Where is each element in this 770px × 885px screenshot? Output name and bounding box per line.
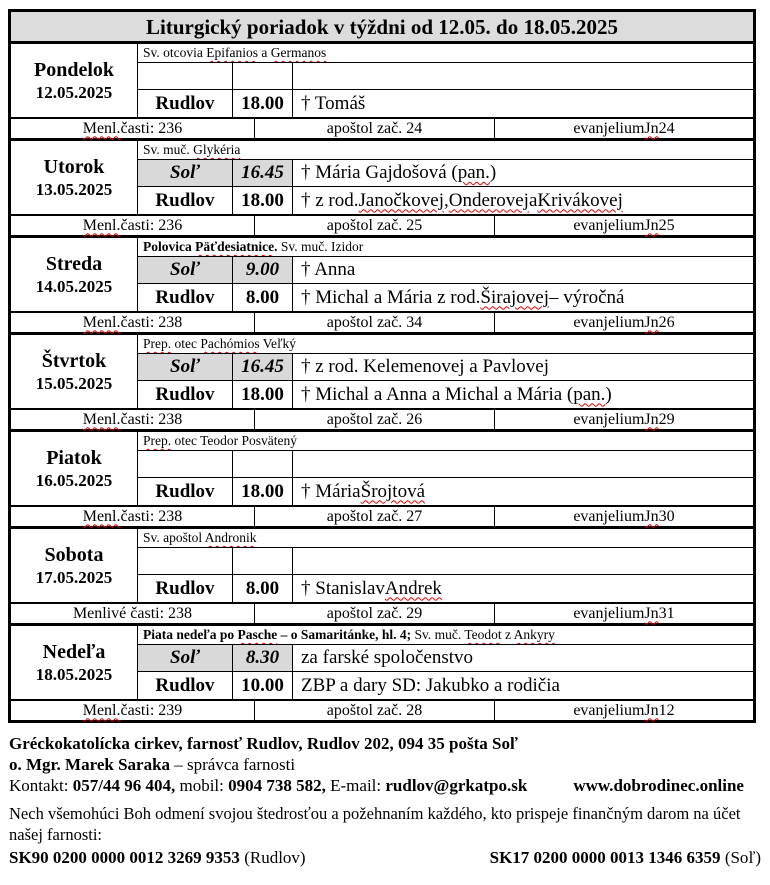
text-segment: † z rod. Kelemenovej a Pavlovej <box>301 356 549 377</box>
intention-cell <box>293 90 753 117</box>
time-cell: 18.00 <box>233 90 293 117</box>
text-segment: Prep. <box>143 433 172 448</box>
evanjelium-cell <box>495 507 753 526</box>
days-container <box>11 44 753 720</box>
readings-row <box>11 214 753 235</box>
text-segment: evanjelium <box>573 313 645 331</box>
text-segment: časti: 238 <box>120 410 183 428</box>
text-segment: apoštol zač. 34 <box>326 313 423 331</box>
text-segment: Menlivé časti: 238 <box>72 604 193 622</box>
time-cell: 18.00 <box>233 478 293 505</box>
text-segment: Veľký <box>259 336 296 351</box>
text-segment: Jn <box>644 507 659 525</box>
place-cell: Rudlov <box>138 575 233 602</box>
text-segment: Krivákovej <box>537 189 623 211</box>
place-cell: Soľ <box>138 645 233 672</box>
text-segment: 057/44 96 404, <box>72 776 176 795</box>
text-segment: evanjelium <box>573 507 645 525</box>
text-segment: – o Samaritánke, hl. 4; <box>277 627 412 642</box>
text-segment: Pasche <box>237 627 278 642</box>
feast-cell <box>138 141 753 160</box>
bank-accounts <box>9 847 761 868</box>
text-segment: Sv. apoštol <box>143 530 205 545</box>
text-segment: Sv. muč. <box>411 627 465 642</box>
readings-row <box>11 699 753 720</box>
feast-cell <box>138 238 753 257</box>
text-segment: E-mail: <box>325 776 386 795</box>
place-cell: Rudlov <box>138 478 233 505</box>
text-segment: Jn <box>644 701 659 719</box>
text-segment: ZBP a dary SD: Jakubko a rodičia <box>301 674 560 696</box>
text-segment: Gréckokatolícka cirkev, farnosť Rudlov, Rudlov 202, 094 35 pošta Soľ <box>9 734 518 753</box>
text-segment: časti: 236 <box>120 119 183 137</box>
place-cell <box>138 548 233 575</box>
text-segment: apoštol zač. 28 <box>326 701 423 719</box>
text-segment: Menl. <box>82 507 121 525</box>
text-segment: evanjelium <box>573 216 645 234</box>
text-segment: , <box>444 189 449 211</box>
readings-row <box>11 505 753 526</box>
intention-cell <box>293 187 753 214</box>
text-segment: apoštol zač. 24 <box>326 119 423 137</box>
text-segment: – výročná <box>549 286 625 308</box>
evanjelium-cell <box>495 313 753 332</box>
feast-cell <box>138 432 753 451</box>
day-name: Pondelok <box>33 59 115 81</box>
day-block <box>11 44 753 141</box>
day-block <box>11 141 753 238</box>
text-segment: † Michal a Mária z rod. <box>301 286 481 308</box>
account-rudlov <box>9 847 306 868</box>
day-date: 13.05.2025 <box>35 180 113 199</box>
time-cell: 8.00 <box>233 575 293 602</box>
day-cell <box>11 238 138 311</box>
day-block <box>11 335 753 432</box>
text-segment: a <box>528 189 538 211</box>
menl-cell <box>11 507 255 526</box>
text-segment: Piata nedeľa po <box>143 627 238 642</box>
feast-cell <box>138 626 753 645</box>
text-segment: Menl. <box>82 410 121 428</box>
apostol-cell <box>255 119 495 138</box>
time-cell <box>233 451 293 478</box>
day-block <box>11 529 753 626</box>
table-title: Liturgický poriadok v týždni od 12.05. do 18.05.2025 <box>11 12 753 44</box>
text-segment: 24 <box>658 119 675 137</box>
text-segment: Šrojtová <box>360 480 426 502</box>
menl-cell <box>11 701 255 720</box>
text-segment: † Tomáš <box>301 92 366 114</box>
text-segment: časti: 238 <box>120 313 183 331</box>
text-segment: a <box>258 45 271 60</box>
text-segment: Sv. muč. Izidor <box>280 239 364 254</box>
place-cell <box>138 63 233 90</box>
text-segment: † z rod. <box>301 189 359 211</box>
text-segment: Pachómios <box>200 336 260 351</box>
text-segment: mobil: <box>175 776 229 795</box>
time-cell <box>233 63 293 90</box>
intention-cell <box>293 645 753 672</box>
place-cell: Rudlov <box>138 672 233 699</box>
text-segment: Prep. <box>143 336 172 351</box>
apostol-cell <box>255 410 495 429</box>
text-segment: z <box>501 627 514 642</box>
text-segment: † Stanislav <box>301 577 385 599</box>
text-segment: pan. <box>457 162 490 183</box>
intention-cell <box>293 381 753 408</box>
text-segment: Menl. <box>82 216 121 234</box>
text-segment: Glykéria <box>193 142 241 157</box>
intention-cell <box>293 257 753 284</box>
time-cell: 8.30 <box>233 645 293 672</box>
text-segment: † Mária Gajdošová ( <box>301 162 458 183</box>
place-cell: Rudlov <box>138 381 233 408</box>
evanjelium-cell <box>495 216 753 235</box>
day-cell <box>11 141 138 214</box>
intention-cell <box>293 672 753 699</box>
day-date: 16.05.2025 <box>35 471 113 490</box>
feast-cell <box>138 335 753 354</box>
text-segment: ) <box>489 162 497 183</box>
text-segment: Janočkovej <box>358 189 444 211</box>
place-cell: Soľ <box>138 354 233 381</box>
text-segment: (Soľ) <box>720 848 761 867</box>
day-cell <box>11 529 138 602</box>
time-cell: 16.45 <box>233 160 293 187</box>
feast-cell <box>138 529 753 548</box>
feast-cell <box>138 44 753 63</box>
place-cell <box>138 451 233 478</box>
text-segment: Andronik <box>204 530 257 545</box>
readings-row <box>11 311 753 332</box>
day-block <box>11 626 753 720</box>
apostol-cell <box>255 313 495 332</box>
text-segment: evanjelium <box>573 701 645 719</box>
time-cell: 18.00 <box>233 187 293 214</box>
apostol-cell <box>255 507 495 526</box>
text-segment: Germanos <box>270 45 327 60</box>
text-segment: 26 <box>658 313 675 331</box>
text-segment: 0904 738 582, <box>228 776 326 795</box>
administrator-line <box>9 754 761 775</box>
evanjelium-cell <box>495 119 753 138</box>
text-segment: Andrek <box>384 577 442 599</box>
text-segment: evanjelium <box>573 604 645 622</box>
time-cell: 9.00 <box>233 257 293 284</box>
day-cell <box>11 432 138 505</box>
intention-cell <box>293 451 753 478</box>
time-cell: 16.45 <box>233 354 293 381</box>
evanjelium-cell <box>495 410 753 429</box>
readings-row <box>11 602 753 623</box>
text-segment: SK17 0200 0000 0013 1346 6359 <box>489 848 721 867</box>
menl-cell <box>11 410 255 429</box>
intention-cell <box>293 575 753 602</box>
text-segment: časti: 239 <box>120 701 183 719</box>
text-segment: Onderovej <box>448 189 529 211</box>
text-segment: Epifanios <box>206 45 258 60</box>
readings-row <box>11 408 753 429</box>
text-segment: časti: 238 <box>120 507 183 525</box>
menl-cell <box>11 216 255 235</box>
text-segment: apoštol zač. 26 <box>326 410 423 428</box>
text-segment: Jn <box>644 313 659 331</box>
text-segment: apoštol zač. 29 <box>326 604 423 622</box>
text-segment: za farské spoločenstvo <box>301 647 473 668</box>
text-segment: † Anna <box>301 259 356 280</box>
text-segment: . <box>274 239 281 254</box>
day-date: 14.05.2025 <box>35 277 113 296</box>
place-cell: Soľ <box>138 160 233 187</box>
day-name: Sobota <box>44 544 104 566</box>
parish-footer <box>9 733 761 868</box>
contact-line <box>9 775 761 796</box>
time-cell: 10.00 <box>233 672 293 699</box>
text-segment: Kontakt: <box>9 776 73 795</box>
text-segment: Menl. <box>82 119 121 137</box>
intention-cell <box>293 63 753 90</box>
text-segment: SK90 0200 0000 0012 3269 9353 <box>9 848 240 867</box>
text-segment: Menl. <box>82 701 121 719</box>
text-segment: Päťdesiatnice <box>195 239 275 254</box>
time-cell <box>233 548 293 575</box>
day-cell <box>11 335 138 408</box>
day-cell <box>11 44 138 117</box>
day-name: Utorok <box>43 156 105 178</box>
day-cell <box>11 626 138 699</box>
time-cell: 8.00 <box>233 284 293 311</box>
evanjelium-cell <box>495 604 753 623</box>
text-segment: otec <box>171 336 201 351</box>
text-segment: apoštol zač. 27 <box>326 507 423 525</box>
text-segment: časti: 236 <box>120 216 183 234</box>
place-cell: Soľ <box>138 257 233 284</box>
day-date: 18.05.2025 <box>35 665 113 684</box>
day-date: 15.05.2025 <box>35 374 113 393</box>
menl-cell <box>11 313 255 332</box>
day-block <box>11 432 753 529</box>
text-segment: ) <box>605 383 612 405</box>
text-segment: 29 <box>658 410 675 428</box>
text-segment: apoštol zač. 25 <box>326 216 423 234</box>
place-cell: Rudlov <box>138 187 233 214</box>
day-date: 12.05.2025 <box>35 83 113 102</box>
text-segment: www.dobrodinec.online <box>573 776 744 795</box>
text-segment: Teodot <box>464 627 502 642</box>
text-segment: pan. <box>573 383 606 405</box>
intention-cell <box>293 354 753 381</box>
text-segment: 12 <box>658 701 675 719</box>
liturgical-schedule-table <box>8 9 756 723</box>
apostol-cell <box>255 604 495 623</box>
text-segment: † Mária <box>301 480 361 502</box>
day-name: Piatok <box>46 447 102 469</box>
text-segment: Širajovej <box>480 286 549 308</box>
text-segment: Menl. <box>82 313 121 331</box>
apostol-cell <box>255 216 495 235</box>
text-segment: rudlov@grkatpo.sk <box>385 776 528 795</box>
text-segment: (Rudlov) <box>239 848 306 867</box>
intention-cell <box>293 284 753 311</box>
parish-name-line <box>9 733 761 754</box>
text-segment: otec Teodor Posvätený <box>171 433 298 448</box>
text-segment: o. Mgr. Marek Saraka <box>9 755 171 774</box>
apostol-cell <box>255 701 495 720</box>
time-cell: 18.00 <box>233 381 293 408</box>
text-segment: Sv. otcovia <box>143 45 207 60</box>
text-segment: Jn <box>644 216 659 234</box>
text-segment: Jn <box>644 119 659 137</box>
text-segment: Ankyry <box>513 627 555 642</box>
text-segment: evanjelium <box>573 410 645 428</box>
donation-appeal: Nech všemohúci Boh odmení svojou štedrosťou a požehnaním každého, kto prispeje finančným darom na účet našej farnosti: <box>9 804 741 844</box>
day-name: Nedeľa <box>42 641 106 663</box>
account-sol <box>490 847 761 868</box>
text-segment: Polovica <box>143 239 196 254</box>
text-segment: – správca farnosti <box>170 755 296 774</box>
day-date: 17.05.2025 <box>35 568 113 587</box>
day-block <box>11 238 753 335</box>
text-segment: 30 <box>658 507 675 525</box>
text-segment: † Michal a Anna a Michal a Mária ( <box>301 383 574 405</box>
place-cell: Rudlov <box>138 284 233 311</box>
intention-cell <box>293 548 753 575</box>
text-segment: Jn <box>644 604 659 622</box>
text-segment: 31 <box>658 604 675 622</box>
intention-cell <box>293 478 753 505</box>
text-segment: Jn <box>644 410 659 428</box>
place-cell: Rudlov <box>138 90 233 117</box>
day-name: Štvrtok <box>41 350 107 372</box>
text-segment: Sv. muč. <box>143 142 194 157</box>
menl-cell <box>11 119 255 138</box>
text-segment: 25 <box>658 216 675 234</box>
readings-row <box>11 117 753 138</box>
menl-cell <box>11 604 255 623</box>
evanjelium-cell <box>495 701 753 720</box>
text-segment: evanjelium <box>573 119 645 137</box>
day-name: Streda <box>45 253 103 275</box>
intention-cell <box>293 160 753 187</box>
